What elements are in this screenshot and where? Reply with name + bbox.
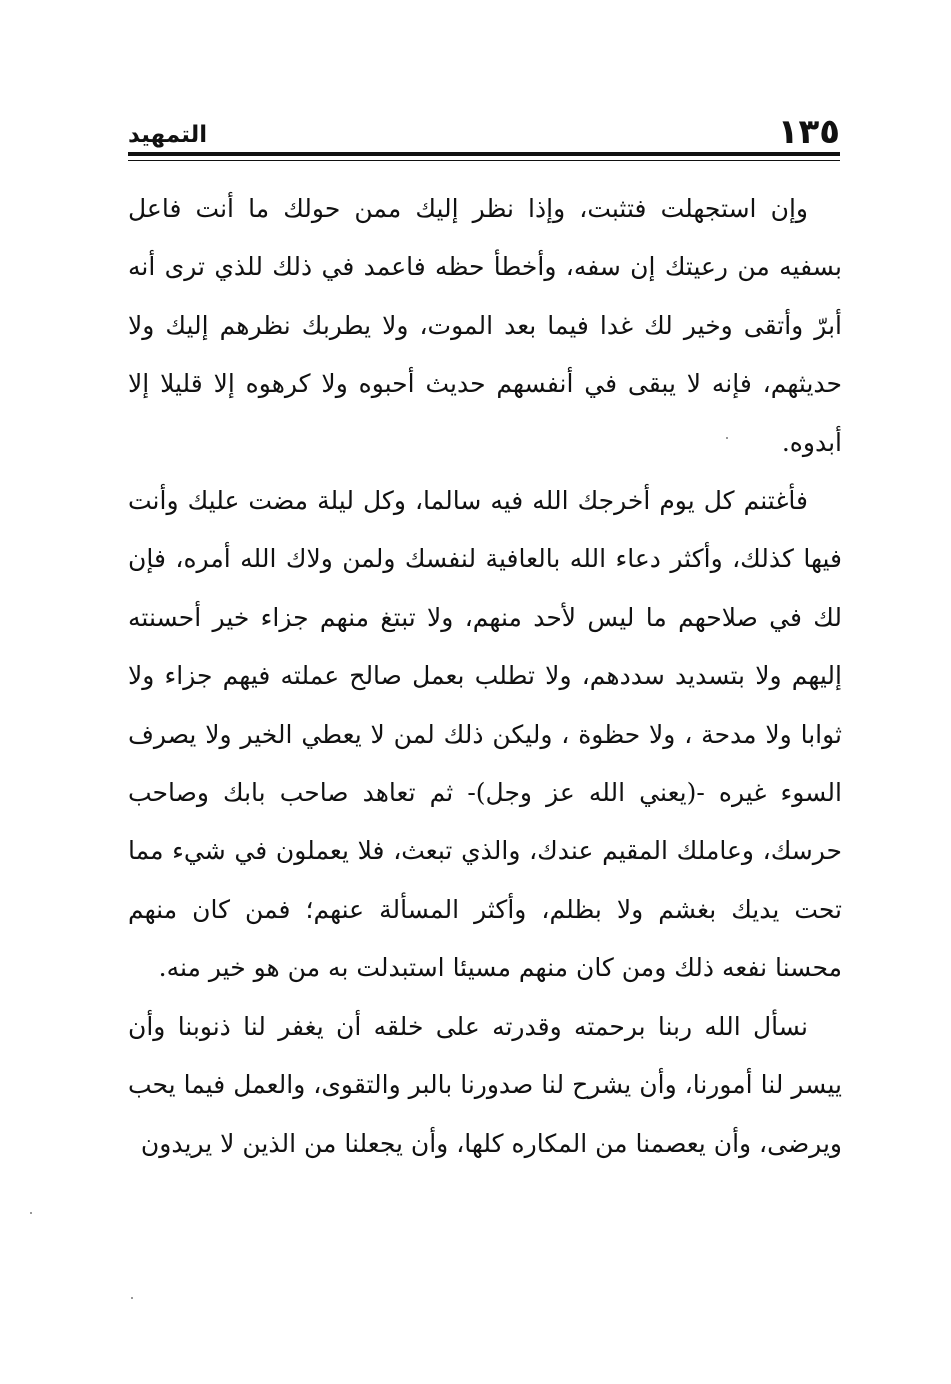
scan-speck — [131, 1297, 133, 1299]
body-text — [128, 180, 842, 1173]
header-rule-thick — [128, 152, 840, 156]
page-header — [128, 112, 840, 156]
scan-speck — [30, 1212, 32, 1214]
running-title: التمهيد — [128, 122, 208, 148]
paragraph-1: وإن استجهلت فتثبت، وإذا نظر إليك ممن حولك ما أنت فاعل بسفيه من رعيتك إن سفه، وأخطأ حظه فاعمد في ذلك للذي ترى أنه أبرّ وأتقى وخير لك غدا فيما بعد الموت، ولا يطربك نظرهم إليك ولا حديثهم، فإنه لا يبقى في أنفسهم حديث أحبوه ولا كرهوه إلا قليلا إلا أبدوه. — [128, 194, 842, 457]
page-number: ١٣٥ — [777, 112, 840, 152]
paragraph-2: فأغتنم كل يوم أخرجك الله فيه سالما، وكل ليلة مضت عليك وأنت فيها كذلك، وأكثر دعاء الله بالعافية لنفسك ولمن ولاك الله أمره، فإن لك في صلاحهم ما ليس لأحد منهم، ولا تبتغ منهم جزاء خير أحسنته إليهم ولا بتسديد سددهم، ولا تطلب بعمل صالح عملته فيهم جزاء ولا ثوابا ولا مدحة ، ولا حظوة ، وليكن ذلك لمن لا يعطي الخير ولا يصرف السوء غيره -(يعني الله عز وجل)- ثم تعاهد صاحب بابك وصاحب حرسك، وعاملك المقيم عندك، والذي تبعث، فلا يعملون في شيء مما تحت يديك بغشم ولا بظلم، وأكثر المسألة عنهم؛ فمن كان منهم محسنا نفعه ذلك ومن كان منهم مسيئا استبدلت به من هو خير منه. — [128, 486, 842, 983]
scan-speck — [726, 437, 728, 439]
paragraph-3: نسأل الله ربنا برحمته وقدرته على خلقه أن يغفر لنا ذنوبنا وأن ييسر لنا أمورنا، وأن يشرح لنا صدورنا بالبر والتقوى، والعمل فيما يحب ويرضى، وأن يعصمنا من المكاره كلها، وأن يجعلنا من الذين لا يريدون — [128, 1011, 842, 1158]
header-rule-thin — [128, 160, 840, 161]
